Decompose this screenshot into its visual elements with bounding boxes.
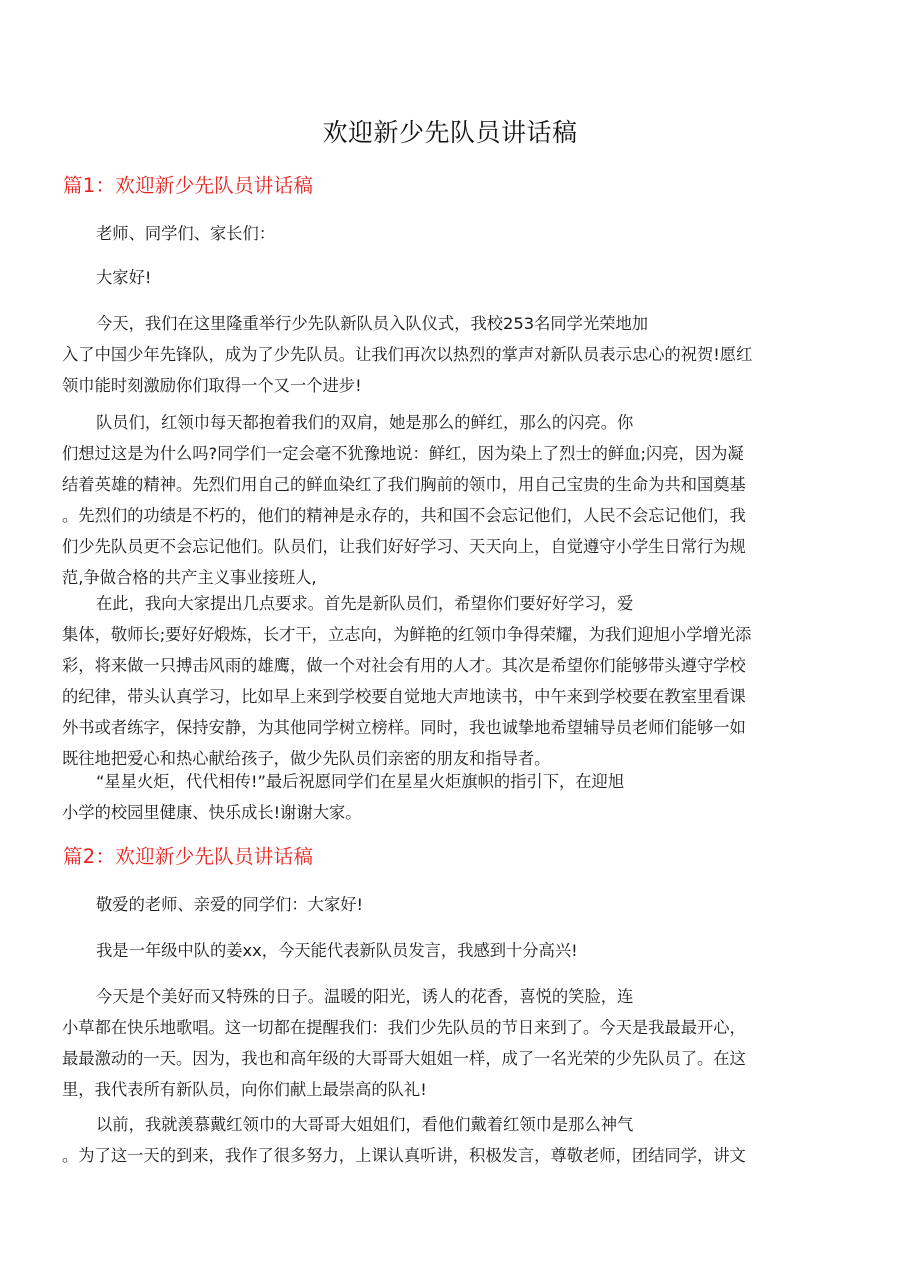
paragraph-greeting-2 [62,889,842,920]
text-line: 既往地把爱心和热心献给孩子，做少先队员们亲密的朋友和指导者。 [62,749,551,768]
paragraph-hello [62,262,842,293]
text-line: 以前，我就羡慕戴红领巾的大哥哥大姐姐们，看他们戴着红领巾是那么神气 [96,1115,634,1134]
text-line: 队员们，红领巾每天都抱着我们的双肩，她是那么的鲜红，那么的闪亮。你 [96,413,634,432]
text-line: 的纪律，带头认真学习，比如早上来到学校要自觉地大声地读书，中午来到学校要在教室里看课 [62,687,746,706]
text-line: 彩，将来做一只搏击风雨的雄鹰，做一个对社会有用的人才。其次是希望你们能够带头遵守学校 [62,656,746,675]
text-line: 领巾能时刻激励你们取得一个又一个进步! [62,376,362,395]
text-line: “星星火炬，代代相传!”最后祝愿同学们在星星火炬旗帜的指引下，在迎旭 [96,772,625,791]
text-line: 范,争做合格的共产主义事业接班人, [62,568,317,587]
text-line: 今天是个美好而又特殊的日子。温暖的阳光，诱人的花香，喜悦的笑脸，连 [96,987,634,1006]
text-line: 集体，敬师长;要好好煅炼，长才干，立志向，为鲜艳的红领巾争得荣耀，为我们迎旭小学增光添 [62,625,752,644]
text-line: 小草都在快乐地歌唱。这一切都在提醒我们：我们少先队员的节日来到了。今天是我最最开心， [62,1018,746,1037]
paragraph-closing [62,766,842,828]
document-title: 欢迎新少先队员讲话稿 [322,118,578,147]
text-line: 最最激动的一天。因为，我也和高年级的大哥哥大姐姐一样，成了一名光荣的少先队员了。在这 [62,1049,746,1068]
text-line: 入了中国少年先锋队，成为了少先队员。让我们再次以热烈的掌声对新队员表示忠心的祝贺!愿红 [62,345,753,364]
text-line: 今天，我们在这里隆重举行少先队新队员入队仪式，我校253名同学光荣地加 [96,314,649,333]
paragraph-red-scarf [62,407,842,593]
text-line: 小学的校园里健康、快乐成长!谢谢大家。 [62,803,362,822]
paragraph-special-day [62,981,842,1105]
paragraph-intro-2 [62,935,842,966]
text-line: 大家好! [96,268,152,287]
text-line: 外书或者练字，保持安静，为其他同学树立榜样。同时，我也诚挚地希望辅导员老师们能够一如 [62,718,746,737]
paragraph-greeting [62,218,842,249]
text-line: 老师、同学们、家长们： [96,224,276,243]
paragraph-ceremony [62,308,842,401]
paragraph-requirements [62,588,842,774]
text-line: 敬爱的老师、亲爱的同学们：大家好! [96,895,364,914]
section-heading-1: 篇1：欢迎新少先队员讲话稿 [63,174,314,197]
section-heading-2: 篇2：欢迎新少先队员讲话稿 [63,845,314,868]
text-line: 。先烈们的功绩是不朽的，他们的精神是永存的，共和国不会忘记他们，人民不会忘记他们，我 [62,506,746,525]
text-line: 我是一年级中队的姜xx，今天能代表新队员发言，我感到十分高兴! [96,941,578,960]
text-line: 们想过这是为什么吗?同学们一定会毫不犹豫地说：鲜红，因为染上了烈士的鲜血;闪亮，因为凝 [62,444,744,463]
text-line: 里，我代表所有新队员，向你们献上最崇高的队礼! [62,1080,427,1099]
text-line: 。为了这一天的到来，我作了很多努力，上课认真听讲，积极发言，尊敬老师，团结同学，讲文 [62,1146,746,1165]
text-line: 在此，我向大家提出几点要求。首先是新队员们，希望你们要好好学习，爱 [96,594,634,613]
paragraph-admiration [62,1109,842,1171]
text-line: 们少先队员更不会忘记他们。队员们，让我们好好学习、天天向上，自觉遵守小学生日常行为规 [62,537,746,556]
text-line: 结着英雄的精神。先烈们用自己的鲜血染红了我们胸前的领巾，用自己宝贵的生命为共和国奠基 [62,475,746,494]
